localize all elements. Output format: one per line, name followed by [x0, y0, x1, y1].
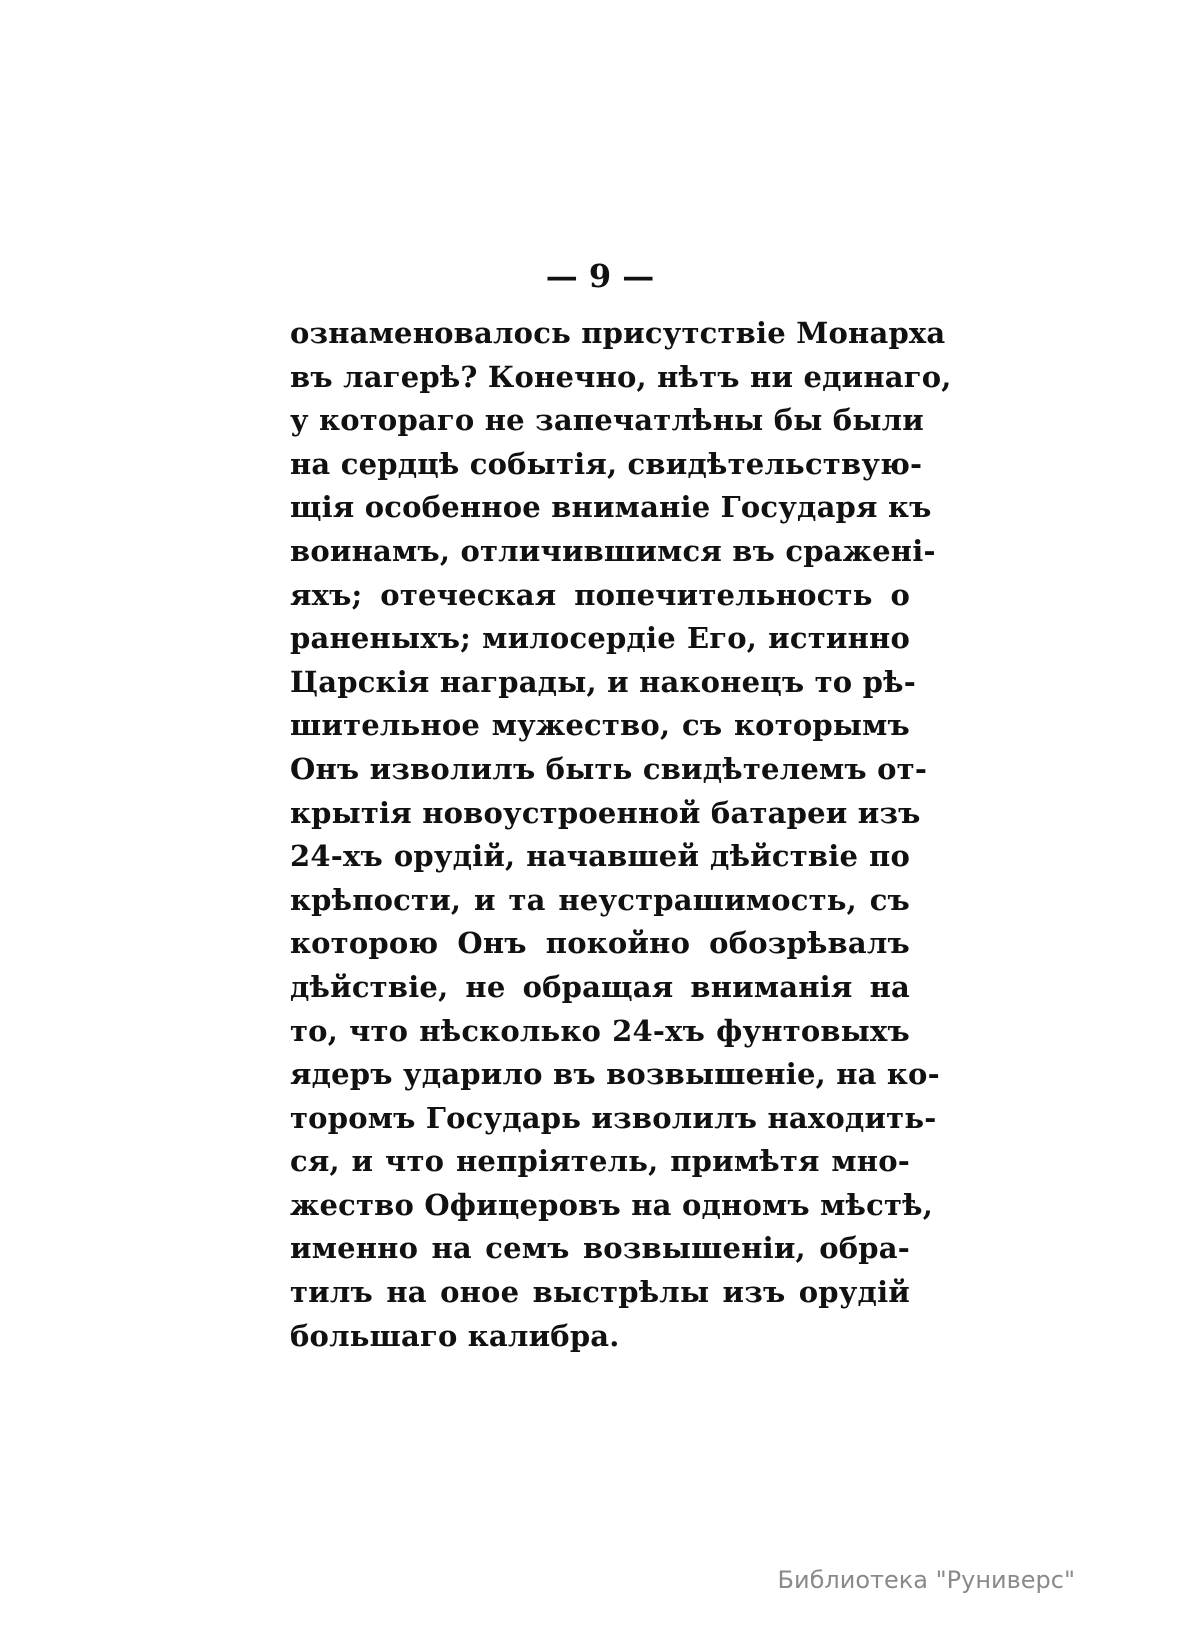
text-line: раненыхъ; милосердіе Его, истинно	[290, 621, 910, 656]
text-line: крѣпости, и та неустрашимость, съ	[290, 882, 910, 917]
text-line: шительное мужество, съ которымъ	[290, 708, 910, 743]
text-line: 24-хъ орудій, начавшей дѣйствіе по	[290, 839, 910, 874]
text-line: которою Онъ покойно обозрѣвалъ	[290, 926, 910, 961]
text-line: дѣйствіе, не обращая вниманія на	[290, 969, 910, 1004]
text-line: въ лагерѣ? Конечно, нѣтъ ни единаго,	[290, 359, 952, 394]
text-line: ся, и что непріятель, примѣтя мно-	[290, 1144, 910, 1179]
text-line: именно на семъ возвышеніи, обра-	[290, 1231, 910, 1266]
text-line: на сердцѣ событія, свидѣтельствую-	[290, 446, 923, 481]
text-line: ознаменовалось присутствіе Монарха	[290, 316, 946, 350]
text-line: яхъ; отеческая попечительность о	[290, 577, 910, 612]
text-line: воинамъ, отличившимся въ сражені-	[290, 533, 936, 568]
text-line: тилъ на оное выстрѣлы изъ орудій	[290, 1275, 910, 1310]
text-line: Царскія награды, и наконецъ то рѣ-	[290, 664, 916, 699]
body-text	[290, 312, 952, 1358]
text-line: жество Офицеровъ на одномъ мѣстѣ,	[290, 1187, 934, 1222]
library-watermark: Библиотека "Руниверс"	[777, 1566, 1075, 1594]
text-line: то, что нѣсколько 24-хъ фунтовыхъ	[290, 1013, 910, 1048]
page-number: — 9 —	[545, 257, 655, 295]
text-line: ядеръ ударило въ возвышеніе, на ко-	[290, 1057, 940, 1092]
text-line: у котораго не запечатлѣны бы были	[290, 403, 924, 438]
text-line: щія особенное вниманіе Государя къ	[290, 490, 932, 525]
text-line: торомъ Государь изволилъ находить-	[290, 1100, 937, 1135]
text-line: Онъ изволилъ быть свидѣтелемъ от-	[290, 751, 928, 786]
text-line: крытія новоустроенной батареи изъ	[290, 795, 921, 830]
text-line-last: большаго калибра.	[290, 1318, 620, 1353]
